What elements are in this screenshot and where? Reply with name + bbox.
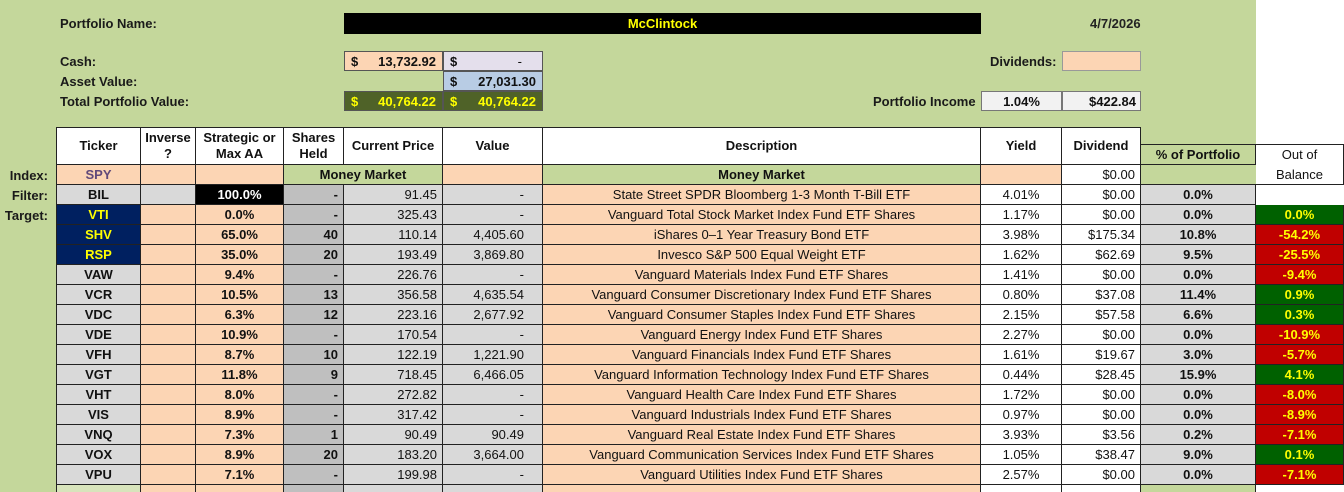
table-row	[56, 425, 1344, 445]
empty-row	[56, 485, 1344, 492]
inverse-cell[interactable]	[141, 225, 196, 245]
strategic-aa-cell[interactable]: 6.3%	[196, 305, 284, 325]
ticker-cell[interactable]: VNQ	[56, 425, 141, 445]
ticker-cell[interactable]: VOX	[56, 445, 141, 465]
cash-label: Cash:	[60, 54, 97, 69]
shares-held-cell[interactable]: -	[284, 265, 344, 285]
dividends-input[interactable]	[1062, 51, 1141, 71]
ticker-cell[interactable]: VPU	[56, 465, 141, 485]
shares-held-cell[interactable]: -	[284, 205, 344, 225]
strategic-aa-cell[interactable]: 8.0%	[196, 385, 284, 405]
shares-held-cell[interactable]: 20	[284, 245, 344, 265]
out-of-balance-cell: -5.7%	[1256, 345, 1344, 365]
current-price-cell: 90.49	[344, 425, 443, 445]
pct-portfolio-cell: 0.0%	[1141, 325, 1256, 345]
strategic-aa-cell[interactable]: 8.9%	[196, 445, 284, 465]
current-price-cell: 193.49	[344, 245, 443, 265]
yield-cell: 1.41%	[981, 265, 1062, 285]
ticker-cell[interactable]: VDC	[56, 305, 141, 325]
yield-cell: 4.01%	[981, 185, 1062, 205]
description-cell: Vanguard Energy Index Fund ETF Shares	[543, 325, 981, 345]
value-cell: -	[443, 325, 543, 345]
table-row	[56, 385, 1344, 405]
index-pct	[1141, 165, 1256, 185]
current-price-cell: 356.58	[344, 285, 443, 305]
inverse-cell[interactable]	[141, 285, 196, 305]
col-header-shares-held[interactable]: Shares Held	[284, 127, 344, 165]
currency-symbol: $	[450, 53, 458, 69]
pct-portfolio-cell: 0.0%	[1141, 265, 1256, 285]
ticker-cell[interactable]: SHV	[56, 225, 141, 245]
yield-cell: 2.57%	[981, 465, 1062, 485]
shares-held-cell[interactable]: 9	[284, 365, 344, 385]
shares-held-cell[interactable]: -	[284, 185, 344, 205]
current-price-cell: 170.54	[344, 325, 443, 345]
strategic-aa-cell[interactable]: 7.1%	[196, 465, 284, 485]
portfolio-name-label: Portfolio Name:	[60, 16, 157, 31]
dividend-cell: $0.00	[1062, 405, 1141, 425]
ticker-cell[interactable]: VGT	[56, 365, 141, 385]
yield-cell: 0.80%	[981, 285, 1062, 305]
inverse-cell[interactable]	[141, 245, 196, 265]
out-of-balance-cell: -7.1%	[1256, 465, 1344, 485]
yield-cell: 1.62%	[981, 245, 1062, 265]
table-row	[56, 345, 1344, 365]
dividend-cell: $37.08	[1062, 285, 1141, 305]
yield-cell: 3.93%	[981, 425, 1062, 445]
yield-cell: 1.17%	[981, 205, 1062, 225]
out-of-balance-cell: -25.5%	[1256, 245, 1344, 265]
shares-held-cell[interactable]: 12	[284, 305, 344, 325]
table-row	[56, 265, 1344, 285]
pct-portfolio-cell: 15.9%	[1141, 365, 1256, 385]
pct-portfolio-cell: 0.0%	[1141, 205, 1256, 225]
description-cell: Vanguard Industrials Index Fund ETF Shares	[543, 405, 981, 425]
yield-cell: 1.05%	[981, 445, 1062, 465]
inverse-cell[interactable]	[141, 305, 196, 325]
currency-symbol: $	[351, 93, 359, 109]
cash-value-2-cell[interactable]	[443, 51, 543, 71]
col-header-strategic-aa[interactable]: Strategic or Max AA	[196, 127, 284, 165]
current-price-cell: 91.45	[344, 185, 443, 205]
ticker-cell[interactable]: VTI	[56, 205, 141, 225]
value-cell: -	[443, 385, 543, 405]
yield-cell: 0.97%	[981, 405, 1062, 425]
table-row	[56, 445, 1344, 465]
shares-held-cell[interactable]: 1	[284, 425, 344, 445]
ticker-cell[interactable]: BIL	[56, 185, 141, 205]
inverse-cell[interactable]	[141, 425, 196, 445]
dividend-cell: $0.00	[1062, 185, 1141, 205]
yield-cell: 2.27%	[981, 325, 1062, 345]
strategic-aa-cell[interactable]: 8.9%	[196, 405, 284, 425]
strategic-aa-cell[interactable]: 10.5%	[196, 285, 284, 305]
out-of-balance-cell	[1256, 185, 1344, 205]
description-cell: Vanguard Total Stock Market Index Fund ETF Shares	[543, 205, 981, 225]
shares-held-cell[interactable]: -	[284, 405, 344, 425]
yield-cell: 0.44%	[981, 365, 1062, 385]
description-cell: Vanguard Consumer Staples Index Fund ETF Shares	[543, 305, 981, 325]
date-cell[interactable]: 4/7/2026	[1090, 16, 1141, 31]
target-row-label: Target:	[4, 208, 48, 223]
dividend-cell: $0.00	[1062, 205, 1141, 225]
table-row	[56, 405, 1344, 425]
strategic-aa-cell[interactable]: 100.0%	[196, 185, 284, 205]
pct-portfolio-cell: 9.5%	[1141, 245, 1256, 265]
current-price-cell: 110.14	[344, 225, 443, 245]
ticker-cell[interactable]: VAW	[56, 265, 141, 285]
index-money-market: Money Market	[284, 165, 443, 185]
yield-cell: 3.98%	[981, 225, 1062, 245]
inverse-cell[interactable]	[141, 465, 196, 485]
inverse-cell[interactable]	[141, 445, 196, 465]
table-row	[56, 325, 1344, 345]
filter-row-label: Filter:	[11, 188, 48, 203]
index-yield[interactable]	[981, 165, 1062, 185]
col-header-ticker[interactable]: Ticker	[56, 127, 141, 165]
description-cell: Vanguard Materials Index Fund ETF Shares	[543, 265, 981, 285]
cash-value-cell[interactable]	[344, 51, 443, 71]
current-price-cell: 226.76	[344, 265, 443, 285]
description-cell: Invesco S&P 500 Equal Weight ETF	[543, 245, 981, 265]
description-cell: State Street SPDR Bloomberg 1-3 Month T-Bill ETF	[543, 185, 981, 205]
shares-held-cell[interactable]: 10	[284, 345, 344, 365]
out-of-balance-cell: 0.9%	[1256, 285, 1344, 305]
table-row	[56, 185, 1344, 205]
ticker-cell[interactable]: VIS	[56, 405, 141, 425]
shares-held-cell[interactable]: -	[284, 465, 344, 485]
total-value-2: 40,764.22	[478, 93, 536, 109]
table-row	[56, 305, 1344, 325]
strategic-aa-cell[interactable]: 0.0%	[196, 205, 284, 225]
value-cell: 4,635.54	[443, 285, 543, 305]
col-header-dividend[interactable]: Dividend	[1062, 127, 1141, 165]
asset-value: 27,031.30	[478, 73, 536, 89]
inverse-cell[interactable]	[141, 345, 196, 365]
pct-portfolio-cell: 6.6%	[1141, 305, 1256, 325]
shares-held-cell[interactable]: 40	[284, 225, 344, 245]
value-cell: -	[443, 205, 543, 225]
dividend-cell: $0.00	[1062, 465, 1141, 485]
ticker-cell[interactable]: VFH	[56, 345, 141, 365]
pct-portfolio-cell: 0.0%	[1141, 465, 1256, 485]
pct-portfolio-cell: 0.0%	[1141, 405, 1256, 425]
pct-portfolio-cell: 0.0%	[1141, 385, 1256, 405]
out-of-balance-cell: 0.3%	[1256, 305, 1344, 325]
yield-cell: 2.15%	[981, 305, 1062, 325]
value-cell: 6,466.05	[443, 365, 543, 385]
strategic-aa-cell[interactable]: 11.8%	[196, 365, 284, 385]
description-cell: Vanguard Communication Services Index Fund ETF Shares	[543, 445, 981, 465]
cash-value-2: -	[517, 53, 522, 69]
dividend-cell: $28.45	[1062, 365, 1141, 385]
current-price-cell: 325.43	[344, 205, 443, 225]
table-row	[56, 465, 1344, 485]
value-cell: 1,221.90	[443, 345, 543, 365]
col-header-inverse[interactable]: Inverse ?	[141, 127, 196, 165]
out-of-balance-cell: -8.9%	[1256, 405, 1344, 425]
table-row	[56, 285, 1344, 305]
strategic-aa-cell[interactable]: 10.9%	[196, 325, 284, 345]
value-cell: -	[443, 185, 543, 205]
index-row	[56, 165, 1256, 185]
inverse-cell[interactable]	[141, 405, 196, 425]
index-dividend: $0.00	[1062, 165, 1141, 185]
strategic-aa-cell[interactable]: 9.4%	[196, 265, 284, 285]
col-header-pct-portfolio[interactable]: % of Portfolio	[1141, 144, 1256, 165]
inverse-cell[interactable]	[141, 385, 196, 405]
col-header-value[interactable]: Value	[443, 127, 543, 165]
current-price-cell: 718.45	[344, 365, 443, 385]
out-of-balance-cell: -9.4%	[1256, 265, 1344, 285]
index-ticker[interactable]: SPY	[56, 165, 141, 185]
description-cell: Vanguard Consumer Discretionary Index Fund ETF Shares	[543, 285, 981, 305]
pct-portfolio-cell: 11.4%	[1141, 285, 1256, 305]
col-header-out-of-balance[interactable]: Out of Balance	[1256, 144, 1344, 185]
currency-symbol: $	[450, 73, 458, 89]
dividend-cell: $0.00	[1062, 325, 1141, 345]
value-cell: 4,405.60	[443, 225, 543, 245]
dividend-cell: $38.47	[1062, 445, 1141, 465]
value-cell: -	[443, 265, 543, 285]
index-inverse[interactable]	[141, 165, 196, 185]
out-of-balance-cell: 4.1%	[1256, 365, 1344, 385]
ticker-cell[interactable]: RSP	[56, 245, 141, 265]
pct-portfolio-cell: 9.0%	[1141, 445, 1256, 465]
table-row	[56, 245, 1344, 265]
inverse-cell[interactable]	[141, 365, 196, 385]
current-price-cell: 183.20	[344, 445, 443, 465]
description-cell: Vanguard Real Estate Index Fund ETF Shares	[543, 425, 981, 445]
value-cell: -	[443, 405, 543, 425]
shares-held-cell[interactable]: 13	[284, 285, 344, 305]
table-row	[56, 225, 1344, 245]
total-value: 40,764.22	[378, 93, 436, 109]
value-cell: 3,869.80	[443, 245, 543, 265]
index-aa[interactable]	[196, 165, 284, 185]
current-price-cell: 199.98	[344, 465, 443, 485]
strategic-aa-cell[interactable]: 7.3%	[196, 425, 284, 445]
value-cell: -	[443, 465, 543, 485]
total-value-cell[interactable]	[344, 91, 443, 111]
pct-portfolio-cell: 0.0%	[1141, 185, 1256, 205]
dividend-cell: $19.67	[1062, 345, 1141, 365]
ticker-cell[interactable]: VCR	[56, 285, 141, 305]
inverse-cell[interactable]	[141, 265, 196, 285]
portfolio-income-pct: 1.04%	[981, 91, 1062, 111]
out-of-balance-cell: 0.0%	[1256, 205, 1344, 225]
strategic-aa-cell[interactable]: 35.0%	[196, 245, 284, 265]
currency-symbol: $	[450, 93, 458, 109]
description-cell: iShares 0–1 Year Treasury Bond ETF	[543, 225, 981, 245]
table-row	[56, 205, 1344, 225]
asset-value-cell[interactable]	[443, 71, 543, 91]
col-header-yield[interactable]: Yield	[981, 127, 1062, 165]
inverse-cell[interactable]	[141, 325, 196, 345]
currency-symbol: $	[351, 53, 359, 69]
index-row-label: Index:	[9, 168, 48, 183]
total-portfolio-value-label: Total Portfolio Value:	[60, 94, 190, 109]
description-cell: Vanguard Information Technology Index Fund ETF Shares	[543, 365, 981, 385]
current-price-cell: 317.42	[344, 405, 443, 425]
dividend-cell: $57.58	[1062, 305, 1141, 325]
ticker-cell[interactable]: VHT	[56, 385, 141, 405]
dividends-label: Dividends:	[990, 54, 1057, 69]
out-of-balance-cell: -54.2%	[1256, 225, 1344, 245]
total-value-2-cell[interactable]	[443, 91, 543, 111]
inverse-cell[interactable]	[141, 205, 196, 225]
yield-cell: 1.61%	[981, 345, 1062, 365]
inverse-cell[interactable]	[141, 185, 196, 205]
index-value[interactable]	[443, 165, 543, 185]
strategic-aa-cell[interactable]: 8.7%	[196, 345, 284, 365]
current-price-cell: 122.19	[344, 345, 443, 365]
out-of-balance-cell: 0.1%	[1256, 445, 1344, 465]
shares-held-cell[interactable]: -	[284, 385, 344, 405]
col-header-current-price[interactable]: Current Price	[344, 127, 443, 165]
asset-value-label: Asset Value:	[60, 74, 138, 89]
pct-portfolio-cell: 3.0%	[1141, 345, 1256, 365]
dividend-cell: $175.34	[1062, 225, 1141, 245]
table-row	[56, 365, 1344, 385]
cash-value: 13,732.92	[378, 53, 436, 69]
out-of-balance-cell: -10.9%	[1256, 325, 1344, 345]
index-description: Money Market	[543, 165, 981, 185]
description-cell: Vanguard Financials Index Fund ETF Shares	[543, 345, 981, 365]
value-cell: 90.49	[443, 425, 543, 445]
portfolio-income-label: Portfolio Income	[873, 94, 976, 109]
portfolio-income-amount: $422.84	[1062, 91, 1141, 111]
col-header-description[interactable]: Description	[543, 127, 981, 165]
pct-portfolio-cell: 0.2%	[1141, 425, 1256, 445]
dividend-cell: $3.56	[1062, 425, 1141, 445]
pct-portfolio-cell: 10.8%	[1141, 225, 1256, 245]
value-cell: 3,664.00	[443, 445, 543, 465]
yield-cell: 1.72%	[981, 385, 1062, 405]
ticker-cell[interactable]: VDE	[56, 325, 141, 345]
shares-held-cell[interactable]: 20	[284, 445, 344, 465]
value-cell: 2,677.92	[443, 305, 543, 325]
current-price-cell: 223.16	[344, 305, 443, 325]
dividend-cell: $0.00	[1062, 385, 1141, 405]
shares-held-cell[interactable]: -	[284, 325, 344, 345]
dividend-cell: $62.69	[1062, 245, 1141, 265]
current-price-cell: 272.82	[344, 385, 443, 405]
dividend-cell: $0.00	[1062, 265, 1141, 285]
strategic-aa-cell[interactable]: 65.0%	[196, 225, 284, 245]
portfolio-name-cell[interactable]: McClintock	[344, 13, 981, 34]
description-cell: Vanguard Utilities Index Fund ETF Shares	[543, 465, 981, 485]
description-cell: Vanguard Health Care Index Fund ETF Shares	[543, 385, 981, 405]
out-of-balance-cell: -8.0%	[1256, 385, 1344, 405]
out-of-balance-cell: -7.1%	[1256, 425, 1344, 445]
